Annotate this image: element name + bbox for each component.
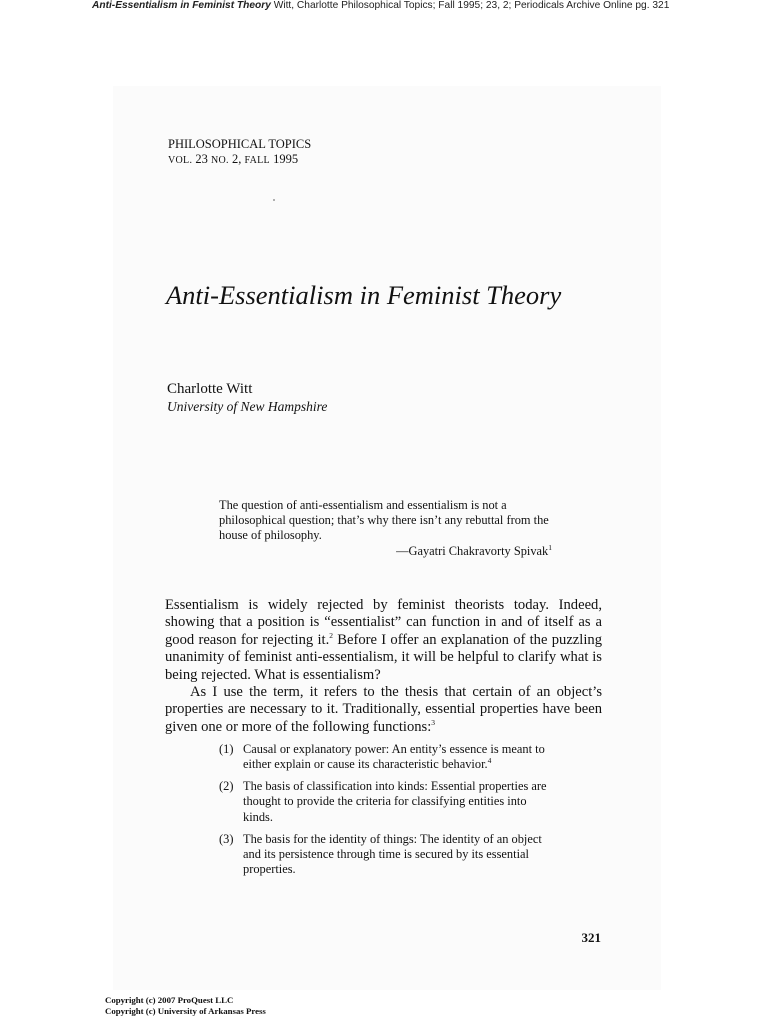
journal-issue bbox=[168, 152, 311, 168]
journal-name: PHILOSOPHICAL TOPICS bbox=[168, 137, 312, 151]
list-text: The basis for the identity of things: The identity of an object and its persistence through time is secured by its essential properties. bbox=[243, 831, 542, 877]
copyright-line: Copyright (c) University of Arkansas Press bbox=[105, 1006, 266, 1016]
copyright-notice bbox=[105, 995, 266, 1017]
list-text bbox=[243, 742, 551, 772]
list-item bbox=[219, 779, 551, 825]
list-item bbox=[219, 742, 551, 772]
vol-number: 23 bbox=[192, 152, 212, 166]
author-name: Charlotte Witt bbox=[167, 381, 253, 397]
author-affiliation: University of New Hampshire bbox=[167, 399, 328, 414]
epigraph-attribution bbox=[219, 544, 552, 559]
header-citation: Witt, Charlotte Philosophical Topics; Fall 1995; 23, 2; Periodicals Archive Online pg. 321 bbox=[270, 0, 670, 11]
footnote-ref: 3 bbox=[431, 717, 436, 727]
paragraph bbox=[165, 597, 602, 684]
scan-speck bbox=[273, 199, 275, 201]
season: FALL bbox=[244, 155, 270, 166]
list-number: (2) bbox=[219, 779, 234, 794]
list-number: (3) bbox=[219, 831, 234, 846]
paragraph bbox=[165, 684, 602, 736]
paragraph-text: As I use the term, it refers to the thesis that certain of an object’s properties are necessary to it. Traditionally, essential properties have been given one or more of the following functions: bbox=[165, 684, 602, 735]
list-number: (1) bbox=[219, 742, 234, 756]
header-article-title: Anti-Essentialism in Feminist Theory bbox=[92, 0, 271, 11]
footnote-ref: 2 bbox=[329, 630, 333, 640]
footnote-ref: 1 bbox=[548, 542, 552, 552]
list-text: The basis of classification into kinds: Essential properties are thought to provide the criteria for classifying entities into kinds. bbox=[243, 779, 547, 824]
function-list bbox=[219, 742, 551, 884]
paragraph-text: Before I offer an explanation of the puzzling unanimity of feminist anti-essentialism, it will be helpful to clarify what is being rejected. What is essentialism? bbox=[165, 631, 602, 683]
list-item-text: Causal or explanatory power: An entity’s essence is meant to either explain or cause its characteristic behavior. bbox=[243, 742, 545, 772]
list-item bbox=[219, 832, 551, 878]
citation-header bbox=[92, 0, 669, 14]
body-text bbox=[165, 597, 602, 736]
no-label: NO. bbox=[211, 155, 229, 166]
article-title: Anti-Essentialism in Feminist Theory bbox=[166, 280, 562, 310]
year: 1995 bbox=[269, 152, 299, 166]
copyright-line: Copyright (c) 2007 ProQuest LLC bbox=[105, 995, 234, 1005]
no-number: 2, bbox=[228, 152, 245, 166]
epigraph-quote: The question of anti-essentialism and essentialism is not a philosophical question; that’s why there isn’t any rebuttal from the house of philosophy. bbox=[219, 498, 549, 543]
page-number: 321 bbox=[581, 930, 601, 945]
footnote-ref: 4 bbox=[487, 756, 492, 766]
epigraph-author: —Gayatri Chakravorty Spivak bbox=[396, 543, 549, 558]
journal-info bbox=[168, 137, 311, 168]
vol-label: VOL. bbox=[168, 155, 193, 166]
paragraph-text: Essentialism is widely rejected by feminist theorists today. Indeed, showing that a position is “essentialist” can function in and of itself as a good reason for rejecting it. bbox=[165, 597, 602, 648]
epigraph bbox=[219, 498, 552, 559]
